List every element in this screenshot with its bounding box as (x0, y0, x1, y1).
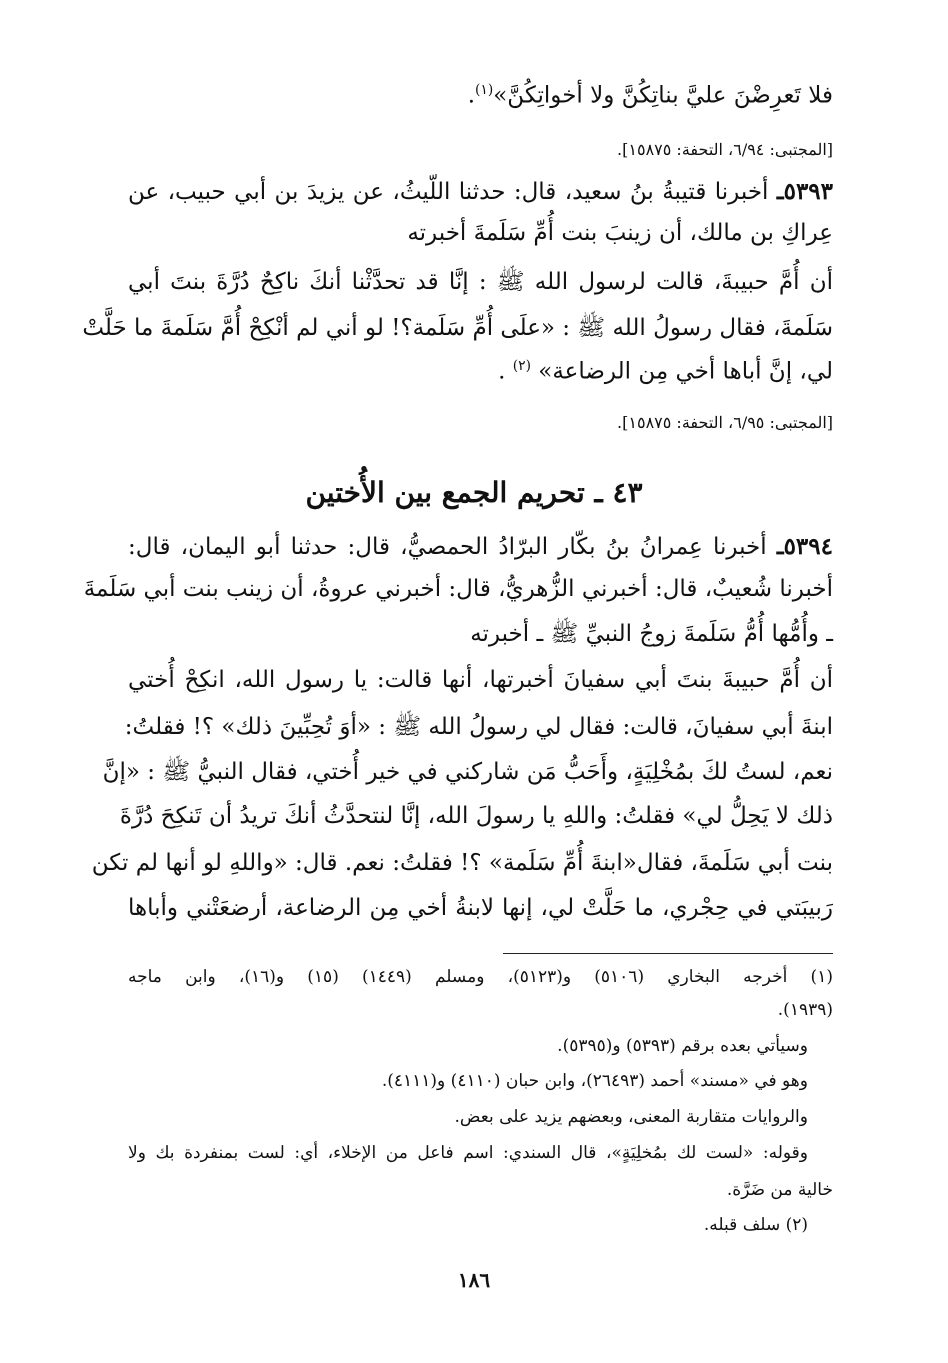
text-line: بنت أبي سَلَمةَ، فقال«ابنةَ أُمِّ سَلَمة» ؟! فقلتُ: نعم. قال: «واللهِ لو أنها لم تكن (91, 850, 833, 876)
page-number: ١٨٦ (457, 1268, 491, 1292)
text-span: أخبرنا عِمرانُ بنُ بكّار البرّادُ الحمصيُّ، قال: حدثنا أبو اليمان، قال: (128, 534, 767, 560)
hadith-number: ٥٣٩٤ـ (776, 533, 833, 560)
text-span: . (498, 358, 506, 385)
text-line: أن أُمَّ حبيبةَ، قالت لرسول الله ﷺ : إنَّا قد تحدَّثْنا أنكَ ناكِحٌ دُرَّةَ بنتَ أبي (128, 269, 833, 295)
footnote-line: وقوله: «لست لك بمُخلِيَةٍ»، قال السندي: اسم فاعل من الإخلاء، أي: لست بمنفردة بك ولا (128, 1143, 808, 1163)
footnote-separator (503, 953, 833, 954)
footnote-line: خالية من ضَرَّة. (726, 1180, 833, 1200)
text-line: أن أُمَّ حبيبةَ بنتَ أبي سفيانَ أخبرتها، أنها قالت: يا رسول الله، انكِحْ أُختي (128, 667, 833, 693)
footnote-line: وهو في «مسند» أحمد (٢٦٤٩٣)، وابن حبان (٤١١٠) و(٤١١١). (381, 1071, 808, 1091)
footnote-line: (١) أخرجه البخاري (٥١٠٦) و(٥١٢٣)، ومسلم (١٤٤٩) (١٥) و(١٦)، وابن ماجه (128, 967, 833, 987)
text-line: سَلَمةَ، فقال رسولُ الله ﷺ : «علَى أُمِّ سَلَمة؟! لو أني لم أنْكِحْ أُمَّ سَلَمةَ ما حَلَّتْ (82, 315, 833, 341)
text-line (128, 178, 833, 205)
chapter-heading: ٤٣ ـ تحريم الجمع بين الأُختين (305, 476, 643, 509)
text-line: ذلك لا يَحِلُّ لي» فقلتُ: واللهِ يا رسولَ الله، إنَّا لنتحدَّثُ أنكَ تريدُ أن تَنكِحَ دُرَّةَ (119, 803, 833, 829)
footnote-line: (٢) سلف قبله. (703, 1215, 808, 1235)
text-line: ابنةَ أبي سفيانَ، قالت: فقال لي رسولُ الله ﷺ : «أوَ تُحِبِّينَ ذلك» ؟! فقلتُ: (124, 714, 833, 740)
text-line (128, 82, 833, 109)
text-line: نعم، لستُ لكَ بمُخْلِيَةٍ، وأَحَبُّ مَن شاركني في خير أُختي، فقال النبيُّ ﷺ : «إنَّ (102, 759, 833, 785)
reference-citation: [المجتبى: ٦/٩٤، التحفة: ١٥٨٧٥]. (617, 140, 833, 159)
text-line: عِراكِ بن مالك، أن زينبَ بنت أُمِّ سَلَمةَ أخبرته (407, 220, 833, 246)
footnote-marker: (٢) (512, 358, 531, 374)
footnote-line: والروايات متقاربة المعنى، وبعضهم يزيد على بعض. (454, 1107, 808, 1127)
text-line: رَبيبَتي في حِجْري، ما حَلَّتْ لي، إنها لابنةُ أخي مِن الرضاعة، أرضعَتْني وأباها (128, 895, 833, 921)
text-line (128, 358, 833, 385)
text-line: أخبرنا شُعيبٌ، قال: أخبرني الزُّهريُّ، قال: أخبرني عروةُ، أن زينب بنت أبي سَلَمةَ (83, 576, 833, 602)
text-span: أخبرنا قتيبةُ بنُ سعيد، قال: حدثنا اللّيثُ، عن يزيدَ بن أبي حبيب، عن (128, 179, 769, 205)
text-line (128, 533, 833, 560)
footnote-line: وسيأتي بعده برقم (٥٣٩٣) و(٥٣٩٥). (557, 1036, 808, 1056)
reference-citation: [المجتبى: ٦/٩٥، التحفة: ١٥٨٧٥]. (617, 413, 833, 432)
text-line: ـ وأُمُّها أُمُّ سَلَمةَ زوجُ النبيِّ ﷺ ـ أخبرته (470, 621, 833, 647)
footnote-line: (١٩٣٩). (777, 1000, 833, 1020)
text-span: . (467, 82, 476, 109)
text-span: لي، إنَّ أباها أخي مِن الرضاعة» (538, 358, 833, 385)
footnote-marker: (١) (475, 82, 494, 98)
text-span: فلا تَعرِضْنَ عليَّ بناتِكُنَّ ولا أخواتِكُنَّ» (493, 82, 833, 109)
hadith-number: ٥٣٩٣ـ (776, 178, 834, 205)
